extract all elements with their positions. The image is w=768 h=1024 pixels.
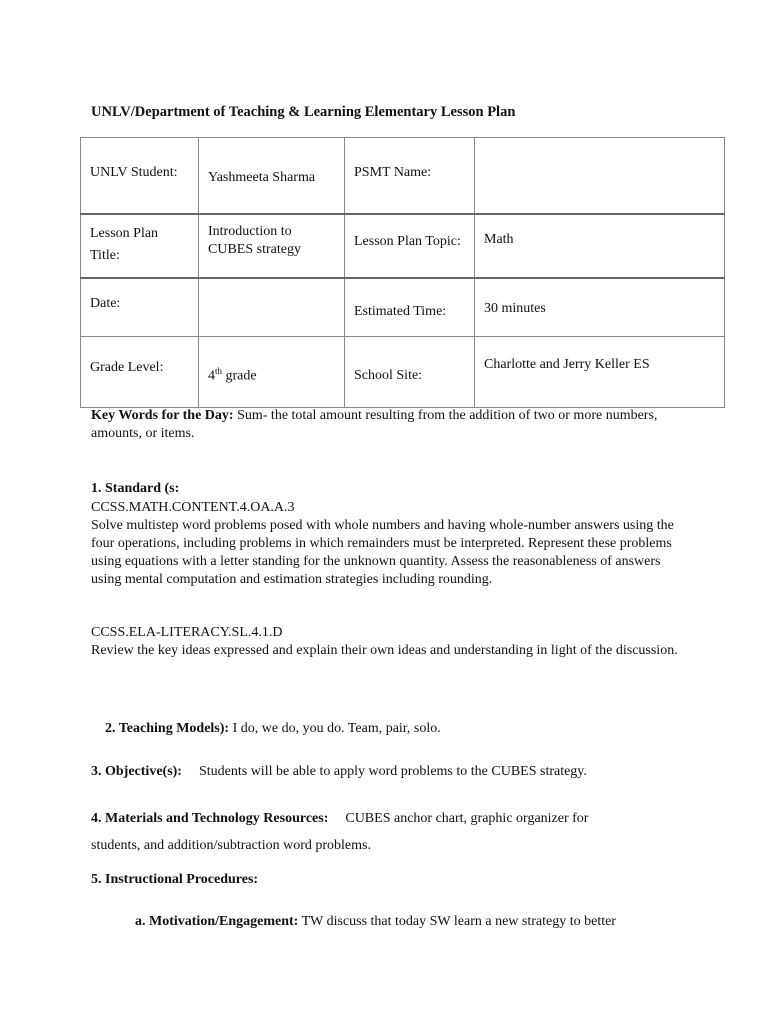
topic-label-cell xyxy=(345,214,475,278)
key-words-text: Sum- the total amount resulting from the addition of two or more numbers, amounts, or items. xyxy=(91,408,658,441)
teaching-models-label: 2. Teaching Models): xyxy=(105,721,230,736)
psmt-label-cell xyxy=(345,138,475,214)
math-standard-code: CCSS.MATH.CONTENT.4.OA.A.3 xyxy=(91,500,295,515)
table-row xyxy=(81,337,725,408)
date-value xyxy=(208,279,344,295)
ela-standard-text: Review the key ideas expressed and explain their own ideas and understanding in light of the discussion. xyxy=(91,643,678,658)
date-label: Date: xyxy=(90,295,121,311)
motivation-line xyxy=(135,913,616,931)
grade-label: Grade Level: xyxy=(90,360,164,375)
materials-label: 4. Materials and Technology Resources: xyxy=(91,811,329,826)
title-label-line-1: Lesson Plan xyxy=(90,225,159,241)
grade-number: 4 xyxy=(208,368,215,384)
materials-paragraph xyxy=(91,805,691,859)
teaching-models-text: I do, we do, you do. Team, pair, solo. xyxy=(229,721,441,736)
topic-value-cell xyxy=(475,214,725,278)
time-label: Estimated Time: xyxy=(354,303,447,319)
ela-standard-code: CCSS.ELA-LITERACY.SL.4.1.D xyxy=(91,625,283,640)
procedures-heading xyxy=(91,871,258,889)
key-words-label: Key Words for the Day: xyxy=(91,408,234,423)
date-label-cell xyxy=(81,278,199,337)
table-row xyxy=(81,214,725,278)
psmt-value-cell xyxy=(475,138,725,214)
grade-word: grade xyxy=(222,368,257,384)
table-row xyxy=(81,138,725,214)
psmt-label: PSMT Name: xyxy=(354,165,432,180)
ela-standard-block xyxy=(91,624,681,660)
title-value-cell xyxy=(199,214,345,278)
site-value-cell xyxy=(475,337,725,408)
time-value: 30 minutes xyxy=(484,300,546,316)
time-value-cell xyxy=(475,278,725,337)
title-label-cell xyxy=(81,214,199,278)
unlv-student-value-cell xyxy=(199,138,345,214)
math-standard-block xyxy=(91,499,681,589)
unlv-student-label-cell xyxy=(81,138,199,214)
motivation-text: TW discuss that today SW learn a new strategy to better xyxy=(298,914,616,929)
site-label: School Site: xyxy=(354,368,423,383)
teaching-models-line xyxy=(105,720,441,738)
grade-value xyxy=(208,337,344,386)
motivation-label: a. Motivation/Engagement: xyxy=(135,914,299,929)
title-value-line-2: CUBES strategy xyxy=(208,241,301,257)
math-standard-text: Solve multistep word problems posed with whole numbers and having whole-number answers using the four operations, including problems in which remainders must be interpreted. Represent these problems using equations with a letter standing for the unknown quantity. Assess the reasonableness of answers using mental computation and estimation strategies including rounding. xyxy=(91,518,674,587)
materials-text-1: CUBES anchor chart, graphic organizer for xyxy=(345,811,589,826)
time-label-cell xyxy=(345,278,475,337)
site-value: Charlotte and Jerry Keller ES xyxy=(484,357,650,372)
psmt-value xyxy=(484,138,724,164)
unlv-student-label: UNLV Student: xyxy=(90,165,178,180)
site-label-cell xyxy=(345,337,475,408)
title-value-line-1: Introduction to xyxy=(208,223,292,239)
procedures-label: 5. Instructional Procedures: xyxy=(91,872,259,887)
materials-text-2: students, and addition/subtraction word problems. xyxy=(91,838,371,853)
topic-value: Math xyxy=(484,231,514,247)
title-label-line-2: Title: xyxy=(90,247,120,263)
lesson-info-table xyxy=(80,137,725,408)
objectives-label: 3. Objective(s): xyxy=(91,764,182,779)
grade-value-cell xyxy=(199,337,345,408)
document-title: UNLV/Department of Teaching & Learning Elementary Lesson Plan xyxy=(91,104,516,120)
unlv-student-value: Yashmeeta Sharma xyxy=(208,170,316,185)
grade-label-cell xyxy=(81,337,199,408)
date-value-cell xyxy=(199,278,345,337)
key-words-paragraph xyxy=(91,407,661,443)
grade-ordinal: th xyxy=(215,366,223,376)
topic-label: Lesson Plan Topic: xyxy=(354,233,461,249)
standards-heading: 1. Standard (s: xyxy=(91,481,180,496)
objectives-line xyxy=(91,763,587,781)
objectives-text: Students will be able to apply word problems to the CUBES strategy. xyxy=(198,764,587,779)
table-row xyxy=(81,278,725,337)
